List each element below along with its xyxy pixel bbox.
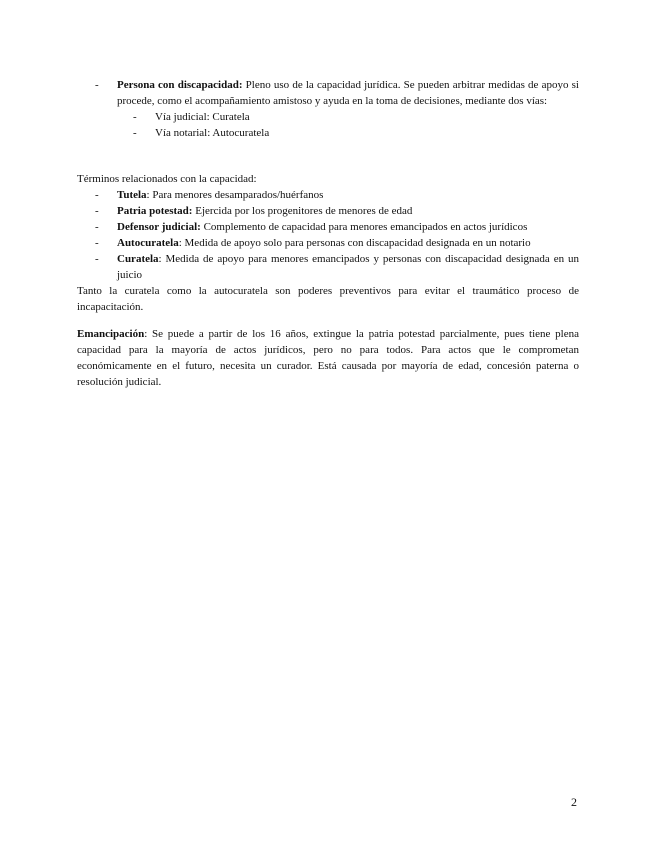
- list-item: [77, 235, 579, 251]
- term-label: Emancipación: [77, 328, 145, 340]
- term-description: Complemento de capacidad para menores emancipados en actos jurídicos: [200, 221, 528, 233]
- bullet-text: [117, 251, 579, 283]
- term-label: Autocuratela: [117, 237, 179, 249]
- sub-list-item: [77, 109, 579, 125]
- term-description: : Medida de apoyo para menores emancipados y personas con discapacidad designada en un juicio: [117, 253, 579, 281]
- emancipation-paragraph: [77, 326, 579, 390]
- bullet-dash: -: [95, 253, 99, 265]
- bullet-text: [117, 203, 579, 219]
- term-label: Defensor judicial:: [117, 221, 201, 233]
- page-number: 2: [571, 795, 577, 809]
- term-label: Tutela: [117, 189, 147, 201]
- bullet-dash: -: [95, 189, 99, 201]
- related-terms-section: [77, 171, 579, 315]
- term-label: Patria potestad:: [117, 205, 193, 217]
- bullet-text: [117, 77, 579, 109]
- bullet-dash: -: [95, 221, 99, 233]
- bullet-text: [117, 219, 579, 235]
- term-label: Curatela: [117, 253, 159, 265]
- bullet-dash: -: [133, 127, 137, 139]
- sub-item-text: Vía judicial: Curatela: [155, 111, 250, 123]
- term-label: Persona con discapacidad:: [117, 79, 243, 91]
- sub-list-item: [77, 125, 579, 141]
- term-description: Ejercida por los progenitores de menores de edad: [192, 205, 413, 217]
- bullet-text: [117, 187, 579, 203]
- term-description: : Para menores desamparados/huérfanos: [146, 189, 324, 201]
- bullet-dash: -: [133, 111, 137, 123]
- intro-section: [77, 77, 579, 141]
- bullet-text: [117, 235, 579, 251]
- related-terms-heading: Términos relacionados con la capacidad:: [77, 173, 257, 185]
- list-item: [77, 251, 579, 283]
- bullet-dash: -: [95, 79, 99, 91]
- list-item: [77, 219, 579, 235]
- bullet-dash: -: [95, 205, 99, 217]
- term-description: Pleno uso de la capacidad jurídica. Se pueden arbitrar medidas de apoyo si procede, como el acompañamiento amistoso y ayuda en la toma de decisiones, mediante dos vías:: [117, 79, 579, 107]
- term-description: : Medida de apoyo solo para personas con discapacidad designada en un notario: [178, 237, 531, 249]
- list-item: [77, 187, 579, 203]
- list-item: [77, 203, 579, 219]
- preventive-paragraph: Tanto la curatela como la autocuratela son poderes preventivos para evitar el traumático proceso de incapacitación.: [77, 285, 579, 313]
- bullet-dash: -: [95, 237, 99, 249]
- sub-item-text: Vía notarial: Autocuratela: [155, 127, 270, 139]
- list-item-persona-discapacidad: [77, 77, 579, 109]
- term-description: : Se puede a partir de los 16 años, extingue la patria potestad parcialmente, pues tiene plena capacidad para la mayoría de actos jurídicos, pero no para todos. Para actos que le comprometan económicamente en el futuro, necesita un curador. Está causada por mayoría de edad, concesión paterna o resolución judicial.: [77, 328, 579, 388]
